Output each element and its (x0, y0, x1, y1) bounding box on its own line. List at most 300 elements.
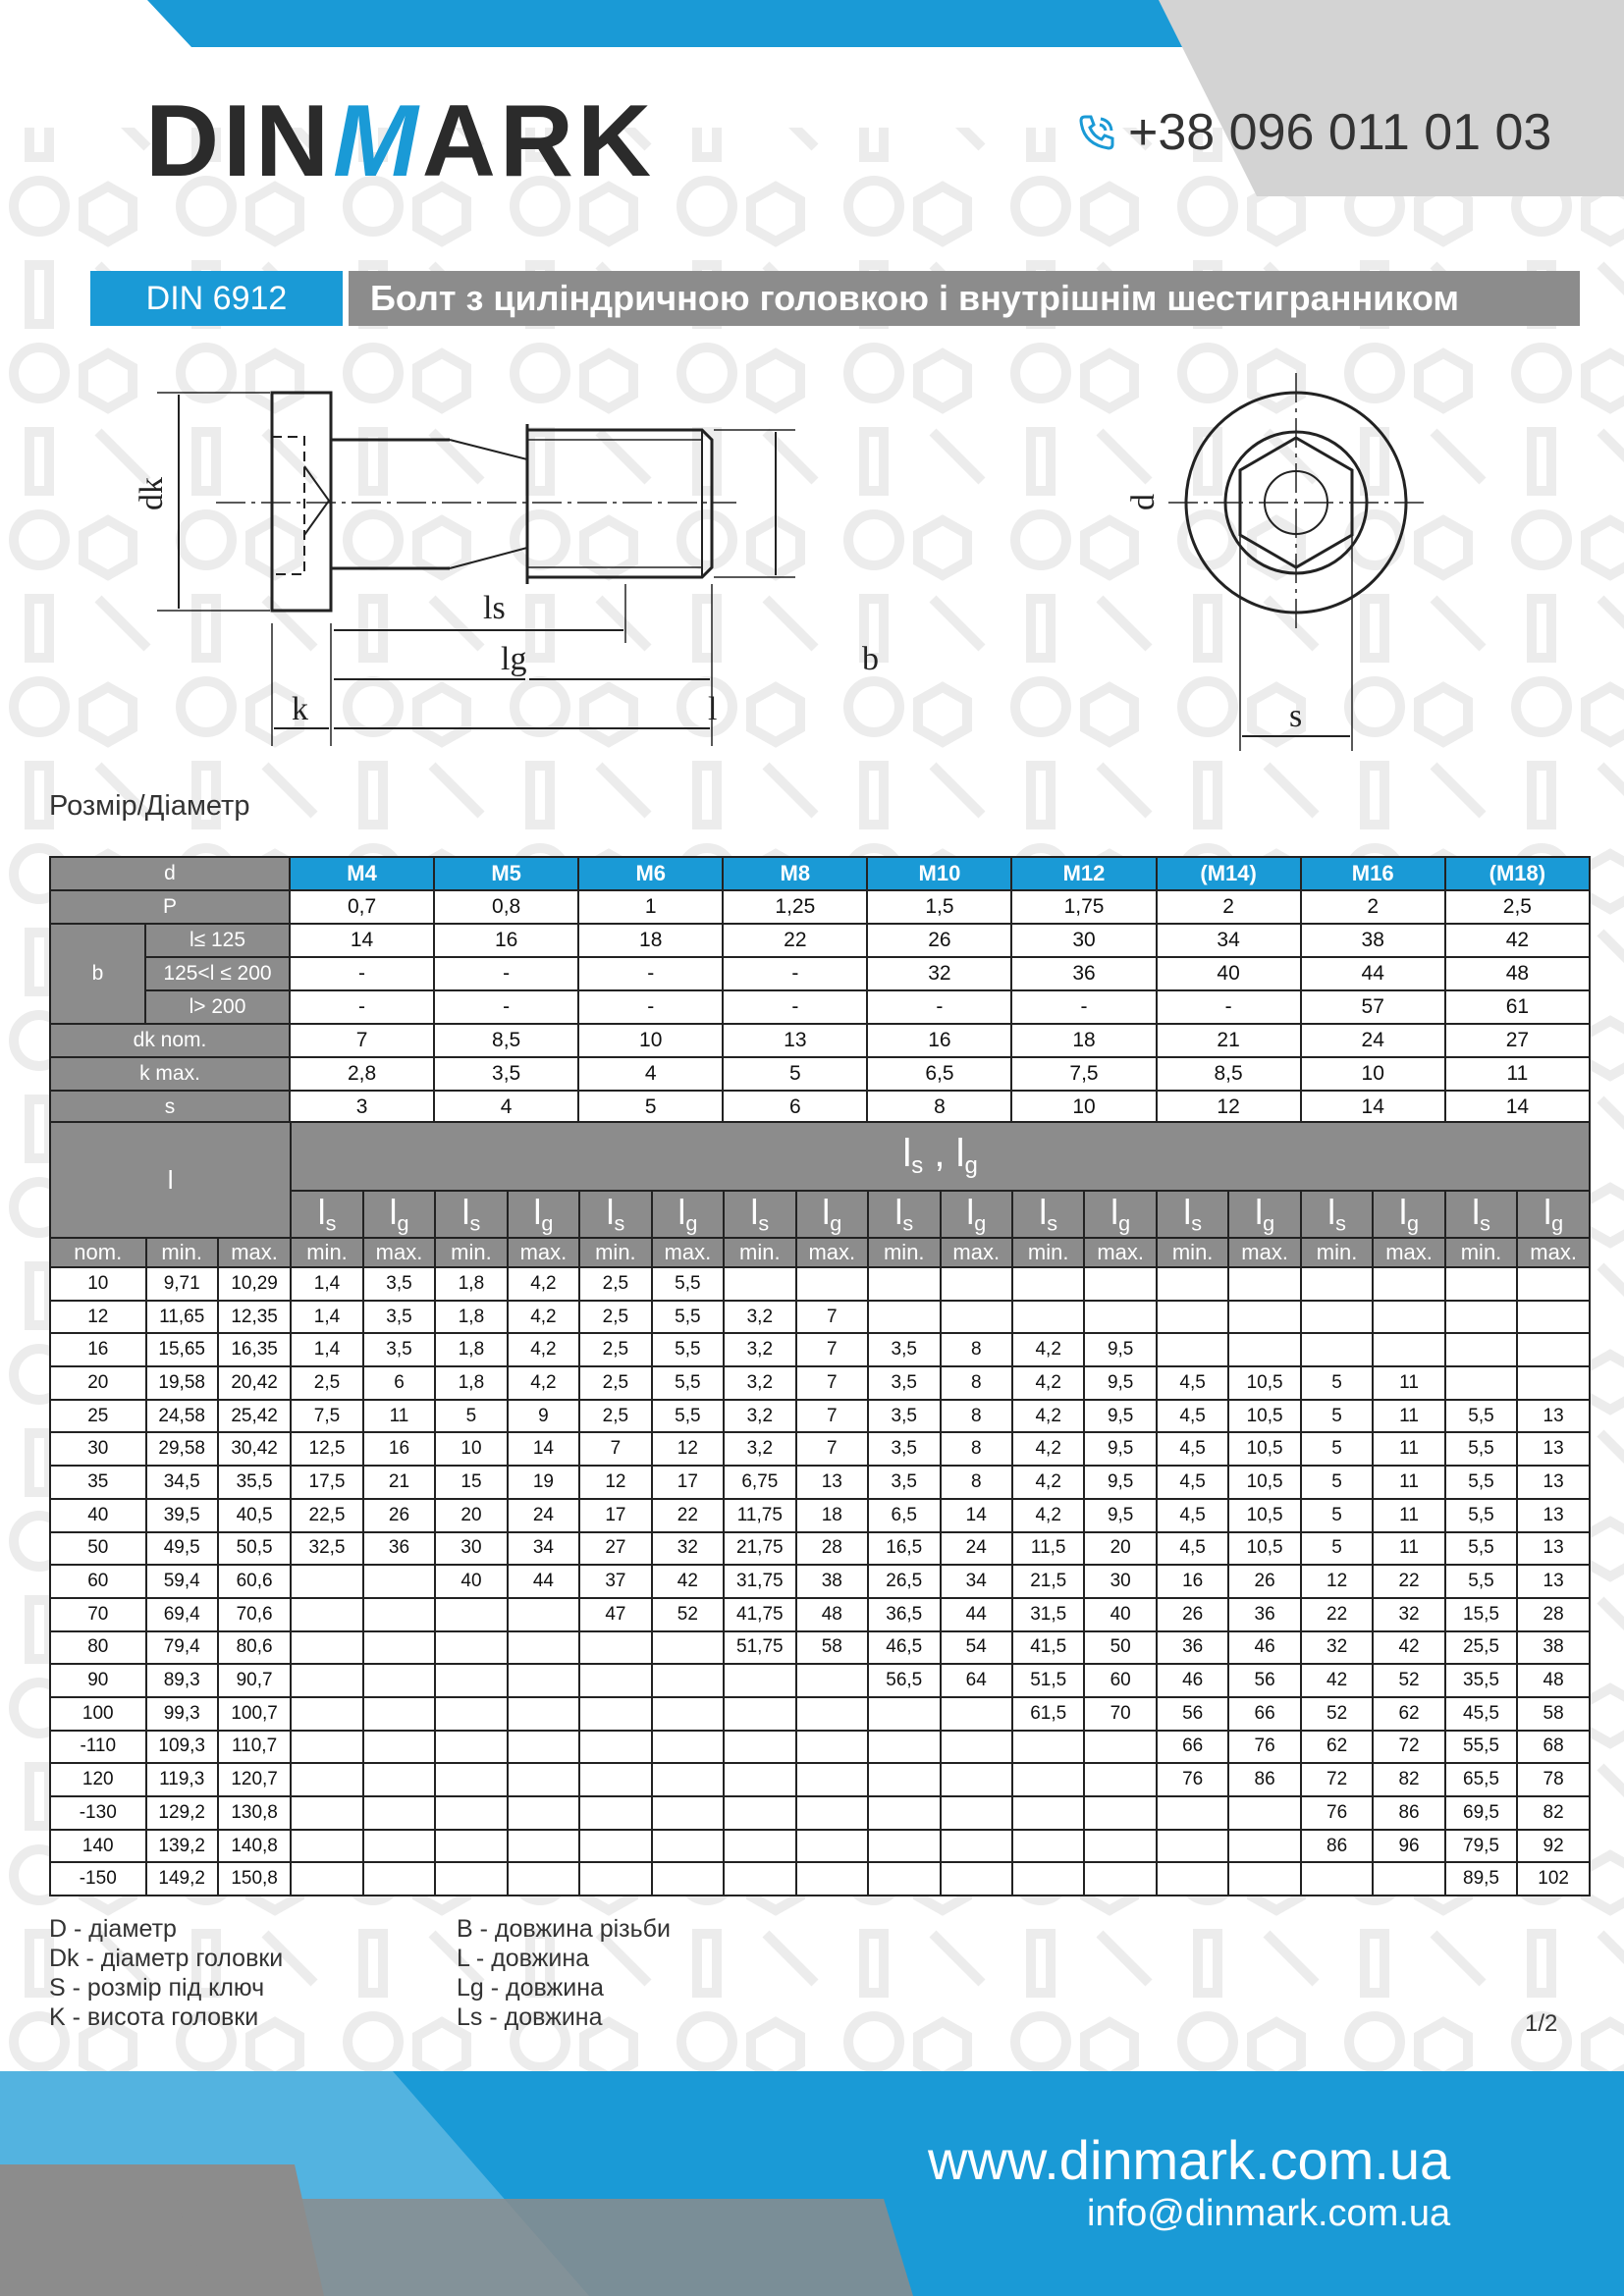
table-cell: 1,4 (291, 1267, 362, 1301)
table-cell: 62 (1373, 1697, 1444, 1731)
spec-row-p (50, 890, 1590, 924)
table-cell (291, 1631, 362, 1665)
table-cell: 35,5 (1445, 1664, 1517, 1697)
ls-header: $l_s$ (1157, 1191, 1228, 1238)
table-cell (652, 1631, 724, 1665)
email-link[interactable]: info@dinmark.com.ua (1087, 2193, 1451, 2234)
min-header: min. (1301, 1238, 1373, 1267)
bolt-drawing (134, 383, 1473, 775)
table-cell: 7 (796, 1333, 868, 1366)
table-cell: 149,2 (146, 1862, 218, 1896)
table-cell: 10,5 (1228, 1366, 1300, 1400)
table-cell: 11 (1373, 1400, 1444, 1433)
table-cell: 2,5 (1445, 890, 1590, 924)
table-cell: 20 (435, 1499, 507, 1532)
table-cell: 5,5 (1445, 1400, 1517, 1433)
table-cell: 16 (363, 1432, 435, 1466)
table-cell (868, 1731, 940, 1764)
table-cell: 6 (363, 1366, 435, 1400)
table-cell: 90 (50, 1664, 146, 1697)
table-cell: 11 (1373, 1432, 1444, 1466)
table-cell: 110,7 (218, 1731, 291, 1764)
table-cell: 7,5 (1011, 1057, 1156, 1091)
table-cell (941, 1731, 1012, 1764)
table-cell (1228, 1267, 1300, 1301)
table-cell (796, 1731, 868, 1764)
table-cell: 6,5 (868, 1499, 940, 1532)
table-cell (1157, 1301, 1228, 1334)
table-row (50, 1499, 1590, 1532)
b-sublabel: l≤ 125 (145, 924, 290, 957)
header-ls-lg: $l_s$ , $l_g$ (291, 1122, 1590, 1191)
table-cell: 42 (1373, 1631, 1444, 1665)
table-cell: 35,5 (218, 1466, 291, 1499)
phone-number: +38 096 011 01 03 (1128, 104, 1552, 161)
table-cell (1517, 1301, 1590, 1334)
table-cell: 13 (1517, 1565, 1590, 1598)
lg-header: $l_g$ (796, 1191, 868, 1238)
table-cell: 4 (578, 1057, 723, 1091)
table-cell: 40 (435, 1565, 507, 1598)
table-cell: - (723, 990, 867, 1024)
table-cell (363, 1763, 435, 1796)
table-cell: 55,5 (1445, 1731, 1517, 1764)
table-cell (1012, 1731, 1084, 1764)
table-cell: 60 (50, 1565, 146, 1598)
table-cell (941, 1763, 1012, 1796)
table-cell: 52 (1301, 1697, 1373, 1731)
table-cell: 24,58 (146, 1400, 218, 1433)
table-cell (508, 1763, 579, 1796)
table-cell: 30,42 (218, 1432, 291, 1466)
table-cell: 82 (1373, 1763, 1444, 1796)
table-cell (435, 1796, 507, 1830)
table-cell (1517, 1267, 1590, 1301)
table-cell (291, 1565, 362, 1598)
table-cell: 44 (941, 1598, 1012, 1631)
table-cell (508, 1598, 579, 1631)
table-cell: 48 (1445, 957, 1590, 990)
table-cell: 10,29 (218, 1267, 291, 1301)
table-cell: 18 (1011, 1024, 1156, 1057)
table-cell: 22,5 (291, 1499, 362, 1532)
table-cell: 5 (1301, 1466, 1373, 1499)
spec-row (50, 1091, 1590, 1124)
table-cell: 41,75 (724, 1598, 795, 1631)
table-cell: -130 (50, 1796, 146, 1830)
table-cell: 130,8 (218, 1796, 291, 1830)
table-cell (363, 1664, 435, 1697)
table-cell: 3,5 (868, 1432, 940, 1466)
legend-item: D - діаметр (49, 1915, 177, 1943)
table-row (50, 1862, 1590, 1896)
size-header: (M18) (1445, 857, 1590, 890)
row-label: k max. (50, 1057, 290, 1091)
table-cell: 44 (508, 1565, 579, 1598)
table-cell: 40 (50, 1499, 146, 1532)
table-cell: 52 (1373, 1664, 1444, 1697)
table-cell: 32 (652, 1532, 724, 1566)
table-cell: 3,5 (434, 1057, 578, 1091)
table-cell (941, 1830, 1012, 1863)
table-row (50, 1731, 1590, 1764)
table-cell: 2,8 (290, 1057, 434, 1091)
table-cell: 14 (290, 924, 434, 957)
size-header: M5 (434, 857, 578, 890)
table-cell (1157, 1267, 1228, 1301)
table-cell: 11,5 (1012, 1532, 1084, 1566)
table-cell: 14 (1301, 1091, 1445, 1124)
table-cell: 45,5 (1445, 1697, 1517, 1731)
table-cell: 34 (941, 1565, 1012, 1598)
table-cell: 58 (1517, 1697, 1590, 1731)
table-cell: 10 (435, 1432, 507, 1466)
table-cell: 4,2 (508, 1267, 579, 1301)
table-cell (724, 1830, 795, 1863)
ls-header: $l_s$ (868, 1191, 940, 1238)
length-table (49, 1121, 1591, 1896)
table-cell: 3,5 (363, 1301, 435, 1334)
table-cell (652, 1731, 724, 1764)
table-cell: 28 (796, 1532, 868, 1566)
table-cell: 39,5 (146, 1499, 218, 1532)
table-cell (1157, 1333, 1228, 1366)
table-cell: 5 (723, 1057, 867, 1091)
row-label: P (50, 890, 290, 924)
table-cell: 11 (1373, 1366, 1444, 1400)
title-bar (90, 271, 1580, 326)
max-header: max. (1084, 1238, 1156, 1267)
table-row (50, 1333, 1590, 1366)
table-cell: 17 (652, 1466, 724, 1499)
table-cell (363, 1731, 435, 1764)
table-cell: 90,7 (218, 1664, 291, 1697)
table-cell: 5,5 (652, 1301, 724, 1334)
table-cell (941, 1697, 1012, 1731)
table-cell: 1,4 (291, 1333, 362, 1366)
table-cell (724, 1664, 795, 1697)
table-cell: 8 (867, 1091, 1011, 1124)
table-cell (724, 1267, 795, 1301)
legend-item: Ls - довжина (457, 2003, 603, 2031)
table-cell (1517, 1333, 1590, 1366)
table-cell: 15,65 (146, 1333, 218, 1366)
lg-header: $l_g$ (1084, 1191, 1156, 1238)
table-cell: 42 (1445, 924, 1590, 957)
table-cell: 10 (50, 1267, 146, 1301)
table-cell: 99,3 (146, 1697, 218, 1731)
phone-icon (1075, 111, 1118, 154)
table-cell: 72 (1373, 1731, 1444, 1764)
table-cell: 4,2 (1012, 1432, 1084, 1466)
legend-item: Lg - довжина (457, 1974, 604, 2002)
table-cell: 9 (508, 1400, 579, 1433)
table-cell: -150 (50, 1862, 146, 1896)
table-cell: 61,5 (1012, 1697, 1084, 1731)
table-cell: 36 (1157, 1631, 1228, 1665)
table-cell (291, 1598, 362, 1631)
table-cell: 60,6 (218, 1565, 291, 1598)
table-cell: 100 (50, 1697, 146, 1731)
table-cell (868, 1267, 940, 1301)
lg-header: $l_g$ (1517, 1191, 1590, 1238)
lg-header: $l_g$ (1373, 1191, 1444, 1238)
table-cell (435, 1731, 507, 1764)
table-cell: 50,5 (218, 1532, 291, 1566)
table-cell: 27 (1445, 1024, 1590, 1057)
header-phone[interactable] (1075, 103, 1551, 162)
table-row (50, 1830, 1590, 1863)
table-cell: 9,5 (1084, 1400, 1156, 1433)
table-row (50, 1796, 1590, 1830)
table-cell (868, 1763, 940, 1796)
table-cell: 56 (1157, 1697, 1228, 1731)
table-cell: 3,5 (868, 1333, 940, 1366)
table-cell: 11,65 (146, 1301, 218, 1334)
table-cell (291, 1697, 362, 1731)
table-cell: 26,5 (868, 1565, 940, 1598)
min-header: min. (579, 1238, 651, 1267)
table-cell: 10,5 (1228, 1466, 1300, 1499)
legend-item: S - розмір під ключ (49, 1974, 265, 2002)
table-cell (1084, 1763, 1156, 1796)
table-cell: 100,7 (218, 1697, 291, 1731)
table-cell: 70 (1084, 1697, 1156, 1731)
table-cell: 21,75 (724, 1532, 795, 1566)
table-cell: -110 (50, 1731, 146, 1764)
row-label-b: b (50, 924, 145, 1024)
table-cell: 5,5 (652, 1267, 724, 1301)
label-l: l (708, 691, 718, 727)
ls-header: $l_s$ (291, 1191, 362, 1238)
table-cell: 3,5 (868, 1466, 940, 1499)
table-cell: - (723, 957, 867, 990)
table-cell: 7 (796, 1400, 868, 1433)
table-cell: 54 (941, 1631, 1012, 1665)
table-cell: 40 (1084, 1598, 1156, 1631)
table-cell: 22 (652, 1499, 724, 1532)
ls-header: $l_s$ (435, 1191, 507, 1238)
table-cell: 38 (796, 1565, 868, 1598)
table-cell: 4,2 (1012, 1466, 1084, 1499)
table-cell: 9,5 (1084, 1333, 1156, 1366)
table-cell: 13 (723, 1024, 867, 1057)
legend-right (457, 1914, 671, 2032)
website-link[interactable]: www.dinmark.com.ua (928, 2129, 1451, 2191)
min-header: min. (291, 1238, 362, 1267)
table-cell: 26 (867, 924, 1011, 957)
lg-header: $l_g$ (652, 1191, 724, 1238)
size-header: M16 (1301, 857, 1445, 890)
size-header: M4 (290, 857, 434, 890)
table-cell: 10,5 (1228, 1499, 1300, 1532)
table-cell (1157, 1796, 1228, 1830)
table-cell: 66 (1157, 1731, 1228, 1764)
table-cell: 14 (1445, 1091, 1590, 1124)
table-cell: 22 (723, 924, 867, 957)
table-cell: 28 (1517, 1598, 1590, 1631)
table-cell: 51,75 (724, 1631, 795, 1665)
table-cell: 15,5 (1445, 1598, 1517, 1631)
max-header: max. (218, 1238, 291, 1267)
table-cell: 46 (1228, 1631, 1300, 1665)
table-cell: 5,5 (1445, 1532, 1517, 1566)
table-cell: - (434, 957, 578, 990)
table-cell (652, 1862, 724, 1896)
table-cell: 86 (1301, 1830, 1373, 1863)
table-cell: 96 (1373, 1830, 1444, 1863)
table-cell: 64 (941, 1664, 1012, 1697)
length-header-row (50, 1122, 1590, 1191)
table-cell (796, 1763, 868, 1796)
spec-row (50, 1057, 1590, 1091)
table-cell: 20,42 (218, 1366, 291, 1400)
ls-header: $l_s$ (1445, 1191, 1517, 1238)
table-cell: 36 (1228, 1598, 1300, 1631)
table-cell: 2,5 (579, 1400, 651, 1433)
table-cell (579, 1631, 651, 1665)
table-cell: 7 (796, 1432, 868, 1466)
table-cell: 34 (1157, 924, 1301, 957)
table-cell: 26 (1228, 1565, 1300, 1598)
table-cell: 22 (1301, 1598, 1373, 1631)
table-cell: 16,35 (218, 1333, 291, 1366)
brand-logo[interactable]: DINMARK (145, 84, 656, 198)
table-cell: 30 (1011, 924, 1156, 957)
table-cell: 92 (1517, 1830, 1590, 1863)
table-cell: 68 (1517, 1731, 1590, 1764)
table-cell: 1,8 (435, 1301, 507, 1334)
table-cell: 10,5 (1228, 1400, 1300, 1433)
table-row (50, 1697, 1590, 1731)
table-cell: 8 (941, 1432, 1012, 1466)
table-cell: 3,5 (363, 1267, 435, 1301)
length-minmax-row (50, 1238, 1590, 1267)
max-header: max. (652, 1238, 724, 1267)
table-cell: 4,2 (1012, 1366, 1084, 1400)
table-cell: 6,75 (724, 1466, 795, 1499)
table-cell: 139,2 (146, 1830, 218, 1863)
table-cell: 8 (941, 1400, 1012, 1433)
table-cell: 30 (1084, 1565, 1156, 1598)
table-cell (1012, 1267, 1084, 1301)
table-cell: 30 (50, 1432, 146, 1466)
table-cell: 18 (578, 924, 723, 957)
table-cell: 5,5 (1445, 1565, 1517, 1598)
table-cell: 82 (1517, 1796, 1590, 1830)
size-header: M12 (1011, 857, 1156, 890)
lg-header: $l_g$ (363, 1191, 435, 1238)
table-cell: 5,5 (1445, 1499, 1517, 1532)
table-cell: - (290, 957, 434, 990)
table-cell: 1,8 (435, 1366, 507, 1400)
table-cell (435, 1598, 507, 1631)
table-cell: 89,3 (146, 1664, 218, 1697)
table-cell: 32 (867, 957, 1011, 990)
label-k: k (292, 691, 308, 727)
table-cell: - (290, 990, 434, 1024)
table-cell: 5,5 (652, 1333, 724, 1366)
table-cell: 58 (796, 1631, 868, 1665)
table-cell: - (578, 957, 723, 990)
table-cell: 5 (1301, 1532, 1373, 1566)
product-title: Болт з циліндричною головкою і внутрішнім шестигранником (349, 271, 1580, 326)
table-cell (508, 1664, 579, 1697)
table-cell: 35 (50, 1466, 146, 1499)
table-cell: 1,4 (291, 1301, 362, 1334)
table-cell: 70,6 (218, 1598, 291, 1631)
table-cell: 20 (50, 1366, 146, 1400)
table-cell (941, 1301, 1012, 1334)
table-cell (1373, 1333, 1444, 1366)
lg-header: $l_g$ (941, 1191, 1012, 1238)
table-cell: 7 (796, 1366, 868, 1400)
table-cell: 26 (363, 1499, 435, 1532)
section-label: Розмір/Діаметр (49, 790, 250, 822)
table-cell (1301, 1267, 1373, 1301)
table-cell: 48 (796, 1598, 868, 1631)
table-cell (435, 1664, 507, 1697)
table-cell: 3,5 (868, 1400, 940, 1433)
table-cell: 12 (652, 1432, 724, 1466)
table-cell: 38 (1301, 924, 1445, 957)
size-header: M6 (578, 857, 723, 890)
table-row (50, 1565, 1590, 1598)
table-cell: 13 (1517, 1499, 1590, 1532)
table-cell: 66 (1228, 1697, 1300, 1731)
table-cell (291, 1731, 362, 1764)
spec-row-b (50, 957, 1590, 990)
table-row (50, 1763, 1590, 1796)
table-cell (1301, 1862, 1373, 1896)
table-cell: 19 (508, 1466, 579, 1499)
table-cell: 79,4 (146, 1631, 218, 1665)
table-cell (1084, 1796, 1156, 1830)
table-cell: 11 (1373, 1466, 1444, 1499)
table-cell: 4,2 (1012, 1499, 1084, 1532)
table-cell: 41,5 (1012, 1631, 1084, 1665)
table-cell: 37 (579, 1565, 651, 1598)
table-cell: 11 (1373, 1499, 1444, 1532)
table-cell: 13 (1517, 1532, 1590, 1566)
table-cell: 2,5 (291, 1366, 362, 1400)
table-cell: 9,5 (1084, 1366, 1156, 1400)
table-cell: 1,8 (435, 1267, 507, 1301)
table-cell (1228, 1333, 1300, 1366)
table-cell (868, 1830, 940, 1863)
table-row (50, 1400, 1590, 1433)
table-cell: 42 (652, 1565, 724, 1598)
table-cell: 4,2 (1012, 1400, 1084, 1433)
table-cell: 86 (1373, 1796, 1444, 1830)
table-cell (1445, 1366, 1517, 1400)
table-cell (1012, 1830, 1084, 1863)
table-cell: 119,3 (146, 1763, 218, 1796)
table-cell: 59,4 (146, 1565, 218, 1598)
table-cell (363, 1565, 435, 1598)
table-cell (941, 1862, 1012, 1896)
table-cell: 6 (723, 1091, 867, 1124)
table-cell: 50 (50, 1532, 146, 1566)
table-cell: 48 (1517, 1664, 1590, 1697)
max-header: max. (1228, 1238, 1300, 1267)
table-cell (1445, 1267, 1517, 1301)
table-cell: 9,5 (1084, 1466, 1156, 1499)
table-cell: 16 (1157, 1565, 1228, 1598)
table-cell: 129,2 (146, 1796, 218, 1830)
table-cell: 8 (941, 1333, 1012, 1366)
table-cell: 42 (1301, 1664, 1373, 1697)
